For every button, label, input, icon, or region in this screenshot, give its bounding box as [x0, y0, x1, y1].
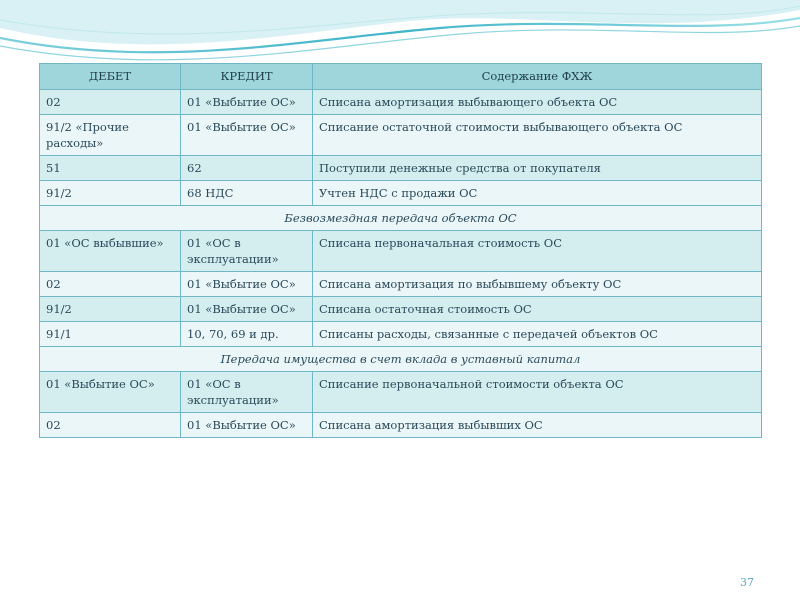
cell-credit: 01 «ОС в эксплуатации»: [181, 372, 313, 413]
cell-credit: 68 НДС: [181, 181, 313, 206]
cell-content: Учтен НДС с продажи ОС: [313, 181, 762, 206]
table-header-row: [40, 64, 762, 90]
cell-content: Списаны расходы, связанные с передачей объектов ОС: [313, 322, 762, 347]
section-row: [40, 347, 762, 372]
cell-debit: 91/1: [40, 322, 181, 347]
cell-credit: 10, 70, 69 и др.: [181, 322, 313, 347]
cell-content: Списана амортизация выбывших ОС: [313, 413, 762, 438]
cell-debit: 91/2: [40, 297, 181, 322]
cell-credit: 01 «Выбытие ОС»: [181, 272, 313, 297]
table-row: [40, 90, 762, 115]
cell-credit: 01 «Выбытие ОС»: [181, 115, 313, 156]
header-credit: КРЕДИТ: [181, 64, 313, 90]
cell-debit: 51: [40, 156, 181, 181]
cell-debit: 02: [40, 413, 181, 438]
section-title: Безвозмездная передача объекта ОС: [40, 206, 762, 231]
cell-debit: 02: [40, 272, 181, 297]
cell-content: Списана первоначальная стоимость ОС: [313, 231, 762, 272]
section-title: Передача имущества в счет вклада в уставный капитал: [40, 347, 762, 372]
table-row: [40, 297, 762, 322]
table-row: [40, 115, 762, 156]
cell-credit: 01 «Выбытие ОС»: [181, 413, 313, 438]
accounting-entries-table: [39, 63, 762, 438]
cell-content: Списана амортизация выбывающего объекта ОС: [313, 90, 762, 115]
cell-debit: 91/2: [40, 181, 181, 206]
cell-debit: 01 «Выбытие ОС»: [40, 372, 181, 413]
table-row: [40, 413, 762, 438]
table-row: [40, 272, 762, 297]
table-row: [40, 156, 762, 181]
table-row: [40, 322, 762, 347]
cell-content: Списана остаточная стоимость ОС: [313, 297, 762, 322]
cell-debit: 02: [40, 90, 181, 115]
page-number: 37: [740, 576, 754, 589]
header-content: Содержание ФХЖ: [313, 64, 762, 90]
table-body: [40, 90, 762, 438]
table-row: [40, 181, 762, 206]
table-row: [40, 231, 762, 272]
cell-content: Списана амортизация по выбывшему объекту ОС: [313, 272, 762, 297]
cell-content: Списание остаточной стоимости выбывающего объекта ОС: [313, 115, 762, 156]
cell-credit: 01 «ОС в эксплуатации»: [181, 231, 313, 272]
cell-credit: 01 «Выбытие ОС»: [181, 297, 313, 322]
cell-debit: 01 «ОС выбывшие»: [40, 231, 181, 272]
cell-content: Поступили денежные средства от покупателя: [313, 156, 762, 181]
header-debit: ДЕБЕТ: [40, 64, 181, 90]
cell-credit: 01 «Выбытие ОС»: [181, 90, 313, 115]
cell-debit: 91/2 «Прочие расходы»: [40, 115, 181, 156]
section-row: [40, 206, 762, 231]
cell-credit: 62: [181, 156, 313, 181]
table-row: [40, 372, 762, 413]
cell-content: Списание первоначальной стоимости объекта ОС: [313, 372, 762, 413]
